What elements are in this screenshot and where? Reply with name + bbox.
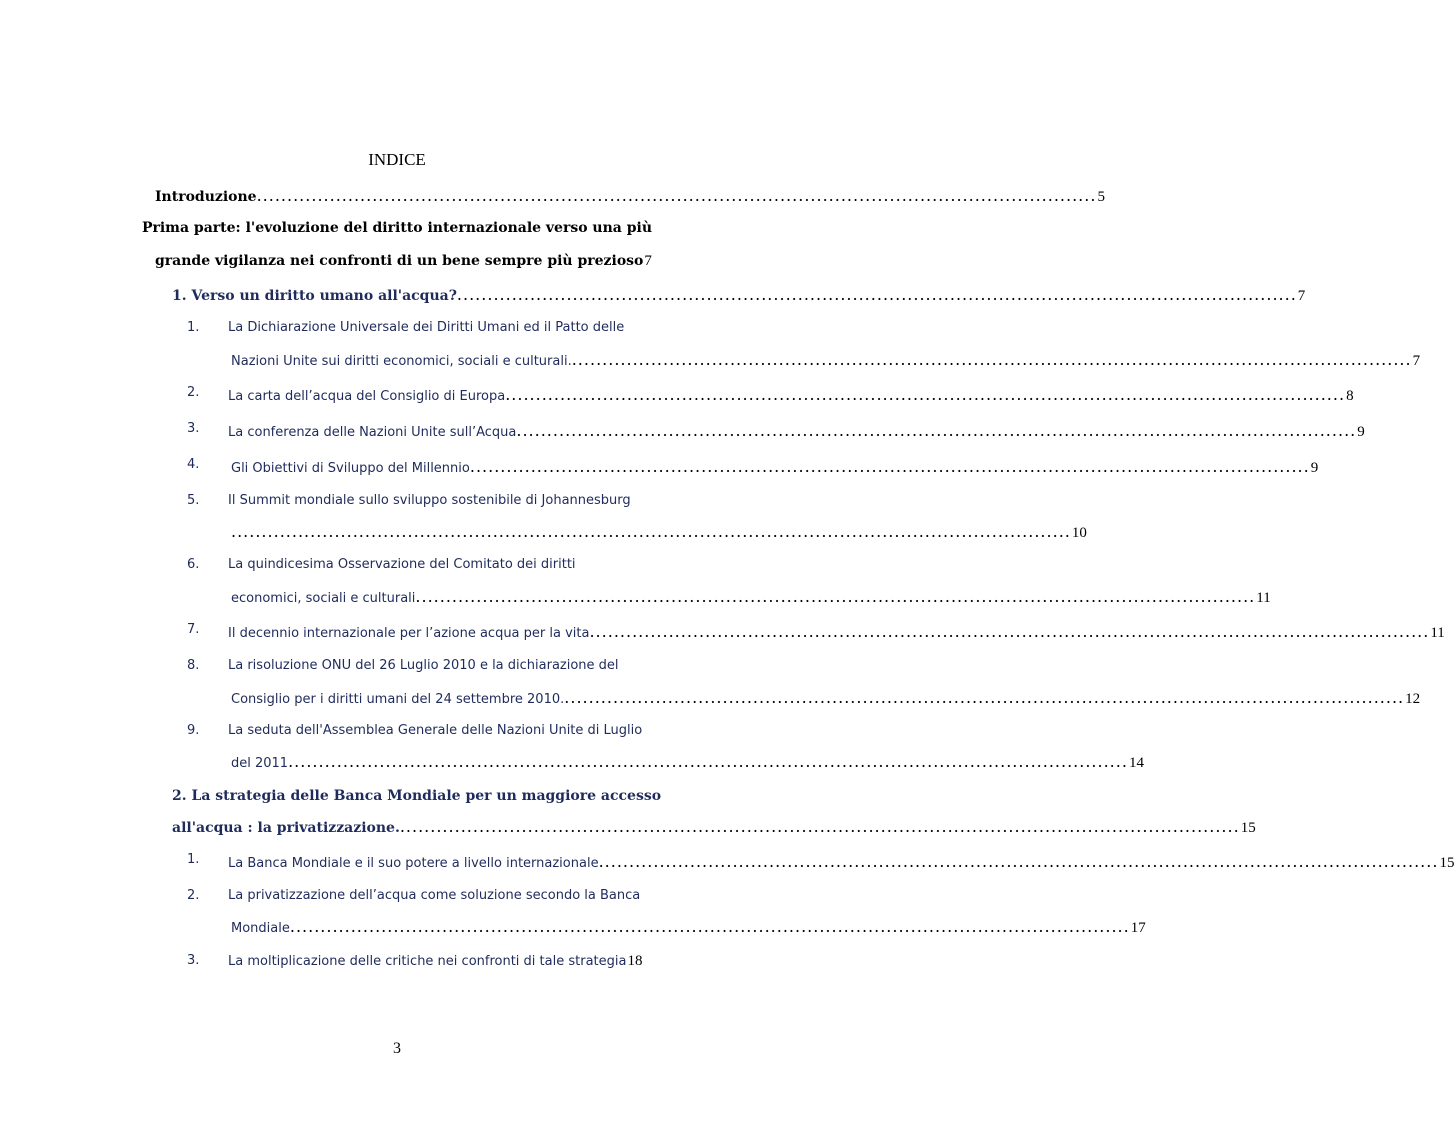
- toc-entry-ch1-item2[interactable]: [228, 385, 1354, 405]
- toc-entry-page: 15: [1240, 820, 1256, 836]
- leader-dots: ..........................................................................................................................................: [516, 421, 1357, 440]
- toc-entry-chapter1[interactable]: [172, 285, 1306, 305]
- chapter-heading: 1. Verso un diritto umano all'acqua?: [172, 288, 457, 304]
- page-number: 3: [393, 1040, 401, 1057]
- item-number: 5.: [187, 493, 200, 508]
- item-number: 3.: [187, 421, 200, 436]
- toc-item-line2: economici, sociali e culturali: [231, 591, 416, 606]
- toc-item-line1[interactable]: La privatizzazione dell’acqua come soluzione secondo la Banca: [228, 888, 641, 903]
- leader-dots: ..........................................................................................................................................: [256, 186, 1097, 205]
- toc-entry-page: 10: [1071, 525, 1087, 541]
- toc-entry-ch2-item2[interactable]: [231, 917, 1146, 937]
- toc-entry-ch2-item3[interactable]: [228, 953, 643, 970]
- chapter-heading-line1[interactable]: 2. La strategia delle Banca Mondiale per un maggiore accesso: [172, 788, 662, 804]
- toc-entry-page: 8: [1346, 388, 1354, 404]
- item-number: 9.: [187, 723, 200, 738]
- toc-entry-ch1-item5[interactable]: [231, 522, 1087, 542]
- toc-entry-label: Introduzione: [155, 189, 257, 205]
- toc-item-line1: La Banca Mondiale e il suo potere a livello internazionale: [228, 856, 599, 871]
- toc-entry-page: 11: [1256, 590, 1271, 606]
- toc-entry-part1[interactable]: [155, 250, 652, 270]
- toc-item-line1: Gli Obiettivi di Sviluppo del Millennio: [231, 461, 470, 476]
- leader-dots: ..........................................................................................................................................: [456, 285, 1297, 304]
- toc-entry-ch1-item9[interactable]: [231, 752, 1144, 772]
- toc-entry-ch1-item3[interactable]: [228, 421, 1365, 441]
- leader-dots: ..........................................................................................................................................: [469, 457, 1310, 476]
- item-number: 6.: [187, 557, 200, 572]
- chapter-heading-line2: all'acqua : la privatizzazione.: [172, 820, 400, 836]
- item-number: 7.: [187, 622, 200, 637]
- leader-dots: ..........................................................................................................................................: [289, 917, 1130, 936]
- toc-item-line2: Mondiale: [231, 921, 290, 936]
- toc-item-line1: La conferenza delle Nazioni Unite sull’Acqua: [228, 425, 517, 440]
- toc-entry-page: 15: [1439, 855, 1454, 871]
- toc-entry-ch2-item1[interactable]: [228, 852, 1454, 872]
- leader-dots: ..........................................................................................................................................: [505, 385, 1346, 404]
- item-number: 2.: [187, 385, 200, 400]
- toc-entry-page: 7: [1297, 288, 1306, 304]
- toc-entry-ch1-item1[interactable]: [231, 350, 1421, 370]
- toc-entry-ch1-item4[interactable]: [231, 457, 1319, 477]
- leader-dots: ..........................................................................................................................................: [231, 522, 1071, 541]
- toc-item-line1[interactable]: La seduta dell'Assemblea Generale delle Nazioni Unite di Luglio: [228, 723, 643, 738]
- leader-dots: ..........................................................................................................................................: [564, 688, 1405, 707]
- toc-item-line2: del 2011: [231, 756, 289, 771]
- toc-entry-ch1-item8[interactable]: [231, 688, 1421, 708]
- item-number: 2.: [187, 888, 200, 903]
- toc-entry-page: 18: [627, 953, 643, 969]
- toc-entry-ch1-item7[interactable]: [228, 622, 1445, 642]
- item-number: 4.: [187, 457, 200, 472]
- toc-item-line1[interactable]: La risoluzione ONU del 26 Luglio 2010 e la dichiarazione del: [228, 658, 619, 673]
- toc-item-line2: Consiglio per i diritti umani del 24 settembre 2010.: [231, 692, 565, 707]
- leader-dots: ..........................................................................................................................................: [399, 817, 1240, 836]
- item-number: 1.: [187, 852, 200, 867]
- toc-entry-page: 9: [1357, 424, 1365, 440]
- item-number: 1.: [187, 320, 200, 335]
- leader-dots: ..........................................................................................................................................: [415, 587, 1256, 606]
- part-heading-line2: grande vigilanza nei confronti di un bene sempre più prezioso: [155, 253, 644, 269]
- toc-entry-page: 11: [1430, 625, 1445, 641]
- toc-entry-ch1-item6[interactable]: [231, 587, 1271, 607]
- page-title: INDICE: [368, 150, 426, 169]
- leader-dots: ..........................................................................................................................................: [589, 622, 1430, 641]
- toc-entry-chapter2[interactable]: [172, 817, 1256, 837]
- item-number: 8.: [187, 658, 200, 673]
- toc-entry-page: 12: [1405, 691, 1421, 707]
- toc-entry-page: 9: [1310, 460, 1319, 476]
- toc-item-line1: La moltiplicazione delle critiche nei confronti di tale strategia: [228, 954, 627, 969]
- toc-item-line1: La carta dell’acqua del Consiglio di Europa: [228, 389, 506, 404]
- toc-entry-page: 5: [1097, 189, 1105, 205]
- toc-item-line1[interactable]: Il Summit mondiale sullo sviluppo sostenibile di Johannesburg: [228, 493, 631, 508]
- toc-entry-page: 7: [1412, 353, 1421, 369]
- toc-item-line1[interactable]: La quindicesima Osservazione del Comitato dei diritti: [228, 557, 576, 572]
- leader-dots: ..........................................................................................................................................: [571, 350, 1412, 369]
- toc-item-line1: Il decennio internazionale per l’azione acqua per la vita: [228, 626, 590, 641]
- toc-entry-page: 7: [644, 253, 652, 269]
- toc-entry-page: 14: [1128, 755, 1144, 771]
- toc-entry-introduzione[interactable]: [155, 186, 1105, 206]
- toc-item-line1[interactable]: La Dichiarazione Universale dei Diritti Umani ed il Patto delle: [228, 320, 625, 335]
- leader-dots: ..........................................................................................................................................: [288, 752, 1128, 771]
- item-number: 3.: [187, 953, 200, 968]
- part-heading-line1[interactable]: Prima parte: l'evoluzione del diritto internazionale verso una più: [141, 220, 653, 236]
- toc-entry-page: 17: [1130, 920, 1146, 936]
- leader-dots: ..........................................................................................................................................: [598, 852, 1439, 871]
- toc-item-line2: Nazioni Unite sui diritti economici, sociali e culturali.: [231, 354, 572, 369]
